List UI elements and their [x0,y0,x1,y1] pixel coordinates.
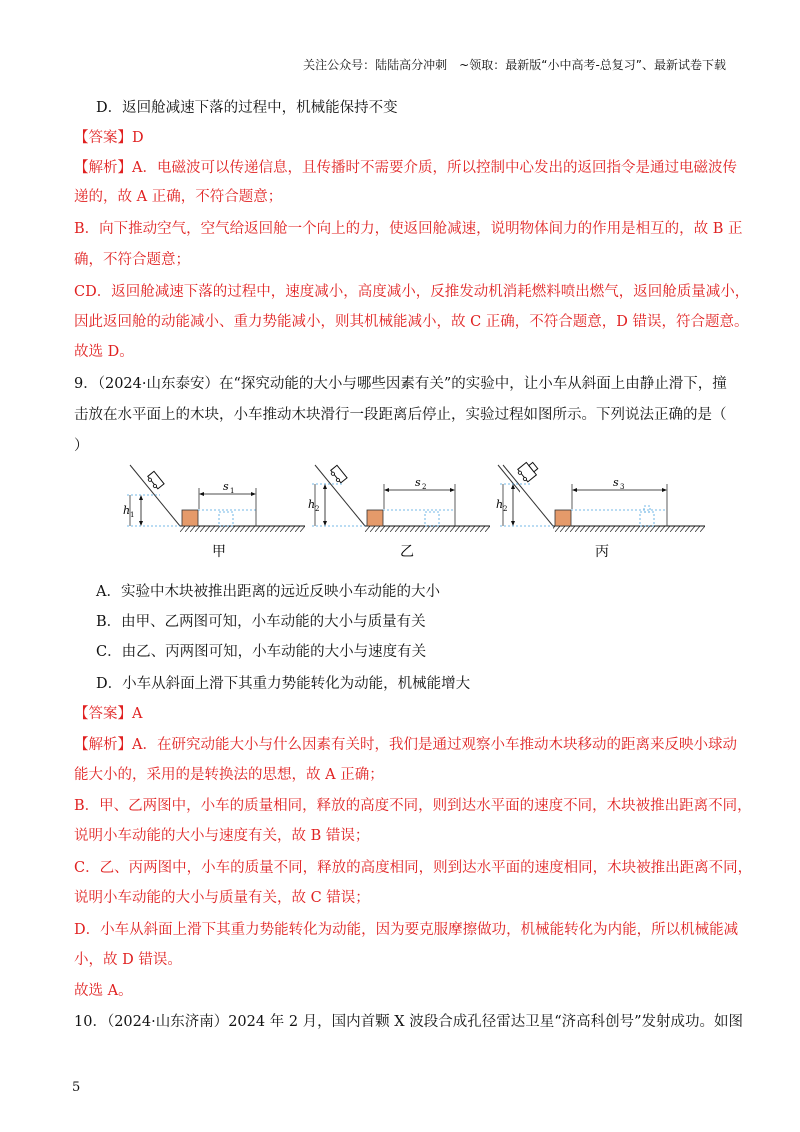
block-final-position [219,512,233,526]
q8-analysis-line: 【解析】A．电磁波可以传递信息，且传播时不需要介质，所以控制中心发出的返回指令是通过电磁波传 [74,160,737,176]
q8-analysis-line: 确，不符合题意； [74,252,190,268]
block-final-position [425,512,439,526]
page-header: 关注公众号：陆陆高分冲刺 ~领取：最新版“小中高考-总复习”、最新试卷下载 [303,58,726,72]
q9-analysis-line: 故选 A。 [74,983,133,999]
q9-option-d: D．小车从斜面上滑下其重力势能转化为动能，机械能增大 [96,676,471,692]
block-final-position [640,512,654,526]
q9-analysis-line: 小，故 D 错误。 [74,952,182,968]
distance-subscript: 1 [230,487,235,495]
q9-stem-line: ） [74,438,89,454]
q9-analysis-line: C．乙、丙两图中，小车的质量不同，释放的高度相同，则到达水平面的速度相同，木块被推出距离不同， [74,860,753,876]
wooden-block [182,510,198,526]
panel-caption: 丙 [595,544,609,560]
q8-analysis-line: 故选 D。 [74,344,134,360]
experiment-figure [120,460,520,570]
q9-option-c: C．由乙、丙两图可知，小车动能的大小与速度有关 [96,644,427,660]
wooden-block [367,510,383,526]
distance-label: s [613,476,619,489]
figure-panel-yi [308,465,490,560]
q9-option-b: B．由甲、乙两图可知，小车动能的大小与质量有关 [96,614,426,630]
q9-analysis-line: 说明小车动能的大小与质量有关，故 C 错误； [74,890,370,906]
q9-analysis-line: D．小车从斜面上滑下其重力势能转化为动能，因为要克服摩擦做功，机械能转化为内能，所以机械能减 [74,922,739,938]
distance-subscript: 3 [620,483,625,491]
panel-caption: 甲 [212,544,226,560]
q8-analysis-line: 因此返回舱的动能减小、重力势能减小，则其机械能减小，故 C 正确，不符合题意，D 错误，符合题意。 [74,314,749,330]
height-subscript: 1 [130,511,135,519]
q9-option-a: A．实验中木块被推出距离的远近反映小车动能的大小 [96,584,440,600]
cart-icon [516,460,540,483]
height-label: h [496,498,504,511]
q9-analysis-line: B．甲、乙两图中，小车的质量相同，释放的高度不同，则到达水平面的速度不同，木块被推出距离不同， [74,798,752,814]
q10-stem-line: 10．（2024·山东济南）2024 年 2 月，国内首颗 X 波段合成孔径雷达卫星“济高科创号”发射成功。如图 [74,1014,744,1030]
q9-analysis-line: 【解析】A．在研究动能大小与什么因素有关时，我们是通过观察小车推动木块移动的距离来反映小球动 [74,737,737,753]
q9-stem-line: 9．（2024·山东泰安）在“探究动能的大小与哪些因素有关”的实验中，让小车从斜面上由静止滑下，撞 [74,376,727,392]
page-number: 5 [72,1080,81,1095]
distance-label: s [415,476,421,489]
height-label: h [123,504,131,517]
height-subscript: 2 [315,505,320,513]
q8-analysis-line: CD．返回舱减速下落的过程中，速度减小，高度减小，反推发动机消耗燃料喷出燃气，返回舱质量减小， [74,284,750,300]
wooden-block [555,510,571,526]
distance-label: s [223,480,229,493]
q9-analysis-line: 能大小的，采用的是转换法的思想，故 A 正确； [74,767,384,783]
height-label: h [308,498,316,511]
q8-answer: 【答案】D [74,130,144,146]
q8-analysis-line: B．向下推动空气，空气给返回舱一个向上的力，使返回舱减速，说明物体间力的作用是相互的，故 B 正 [74,221,743,237]
q8-analysis-line: 递的，故 A 正确，不符合题意； [74,189,283,205]
q9-answer: 【答案】A [74,706,143,722]
q8-option-d: D．返回舱减速下落的过程中，机械能保持不变 [96,100,398,116]
experiment-figure-panel-3 [495,460,735,570]
cart-icon [329,465,347,484]
figure-panel-jia [123,465,305,560]
panel-caption: 乙 [400,544,414,560]
distance-subscript: 2 [422,483,427,491]
q9-analysis-line: 说明小车动能的大小与速度有关，故 B 错误； [74,828,370,844]
height-subscript: 2 [503,505,508,513]
q9-stem-line: 击放在水平面上的木块，小车推动木块滑行一段距离后停止，实验过程如图所示。下列说法正确的是（ [74,407,727,423]
